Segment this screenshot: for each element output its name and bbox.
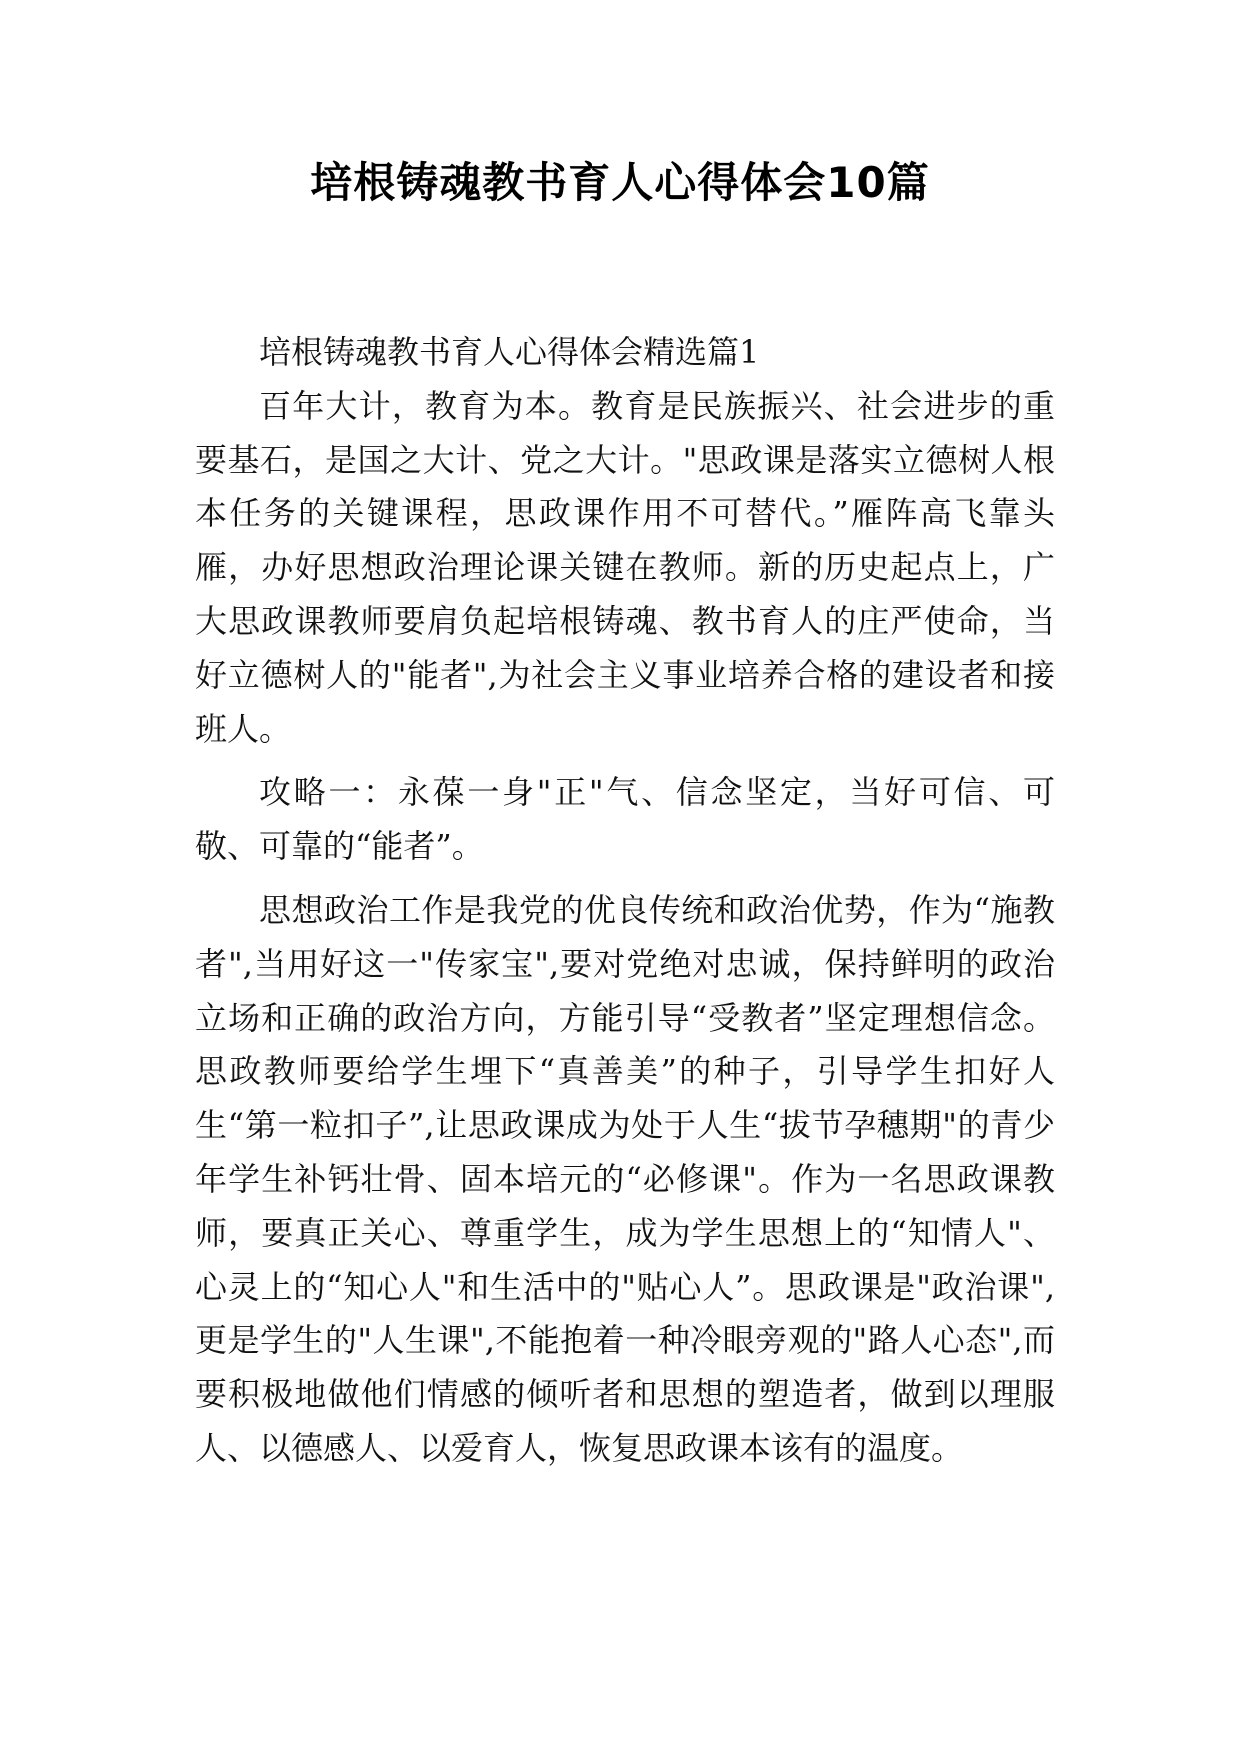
paragraph-intro: 百年大计，教育为本。教育是民族振兴、社会进步的重要基石，是国之大计、党之大计。"思政课是落实立德树人根本任务的关键课程，思政课作用不可替代。”雁阵高飞靠头雁，办好思想政治理论课关键在教师。新的历史起点上，广大思政课教师要肩负起培根铸魂、教书育人的庄严使命，当好立德树人的"能者",为社会主义事业培养合格的建设者和接班人。 (195, 386, 1055, 748)
paragraph-strategy-one: 攻略一：永葆一身"正"气、信念坚定，当好可信、可敬、可靠的“能者”。 (195, 773, 1055, 866)
section-heading: 培根铸魂教书育人心得体会精选篇1 (259, 333, 760, 371)
document-body (195, 326, 1055, 1476)
paragraph-political-work: 思想政治工作是我党的优良传统和政治优势，作为“施教者",当用好这一"传家宝",要对党绝对忠诚，保持鲜明的政治立场和正确的政治方向，方能引导“受教者”坚定理想信念。思政教师要给学生埋下“真善美”的种子，引导学生扣好人生“第一粒扣子”,让思政课成为处于人生“拔节孕穗期"的青少年学生补钙壮骨、固本培元的“必修课"。作为一名思政课教师，要真正关心、尊重学生，成为学生思想上的“知情人"、心灵上的“知心人"和生活中的"贴心人”。思政课是"政治课",更是学生的"人生课",不能抱着一种冷眼旁观的"路人心态",而要积极地做他们情感的倾听者和思想的塑造者，做到以理服人、以德感人、以爱育人，恢复思政课本该有的温度。 (195, 890, 1055, 1467)
document-title: 培根铸魂教书育人心得体会10篇 (310, 158, 930, 207)
